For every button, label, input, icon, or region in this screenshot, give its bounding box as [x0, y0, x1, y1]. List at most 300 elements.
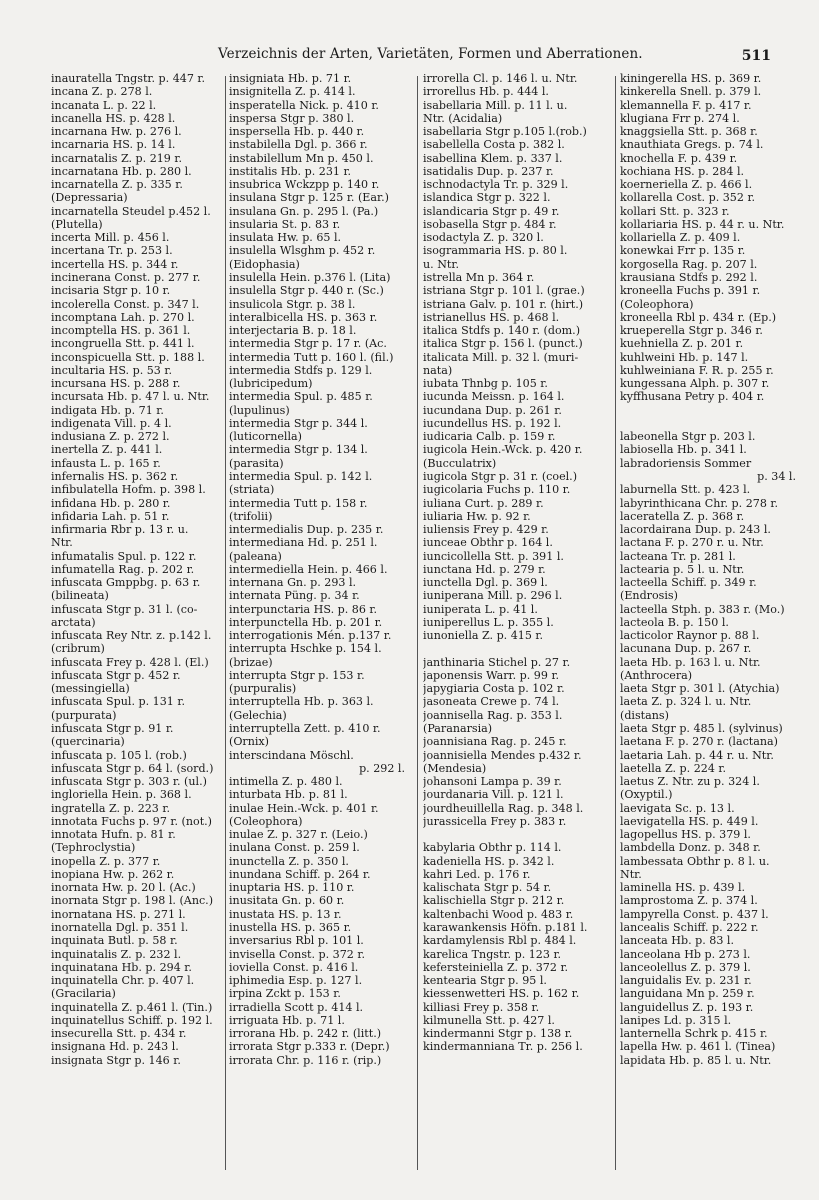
index-entry: invisella Const. p. 372 r.	[229, 947, 365, 961]
index-entry: incertana Tr. p. 253 l.	[51, 244, 173, 258]
index-entry: incarnatalis Z. p. 219 r.	[51, 151, 183, 165]
index-entry: isabellaria Mill. p. 11 l. u.	[423, 98, 568, 112]
index-entry: (bilineata)	[51, 589, 109, 603]
index-entry: inulana Const. p. 259 l.	[229, 841, 360, 855]
index-entry: (purpuralis)	[229, 682, 297, 696]
index-entry: (Anthrocera)	[620, 668, 693, 682]
index-columns	[0, 72, 819, 1192]
index-entry: inspersella Hb. p. 440 r.	[229, 125, 365, 139]
index-entry: iugicola Stgr p. 31 r. (coel.)	[423, 469, 578, 483]
index-entry: intermedia Tutt p. 158 r.	[229, 496, 368, 510]
index-entry: incertella HS. p. 344 r.	[51, 257, 179, 271]
index-entry: iugicolaria Fuchs p. 110 r.	[423, 483, 571, 497]
index-entry: interpunctaria HS. p. 86 r.	[229, 602, 378, 616]
index-entry: intermedialis Dup. p. 235 r.	[229, 523, 384, 537]
index-entry: inustata HS. p. 13 r.	[229, 907, 342, 921]
index-entry: inquinatella Z. p.461 l. (Tin.)	[51, 1000, 213, 1014]
index-entry: iucundana Dup. p. 261 r.	[423, 403, 562, 417]
section-gap	[423, 828, 611, 841]
index-entry: kollariaria HS. p. 44 r. u. Ntr.	[620, 217, 785, 231]
index-entry: inquinatella Chr. p. 407 l.	[51, 974, 195, 988]
index-entry: infuscata p. 105 l. (rob.)	[51, 748, 187, 762]
index-entry: intermedia Stgr p. 134 l.	[229, 443, 368, 457]
index-entry: incomptana Lah. p. 270 l.	[51, 310, 195, 324]
index-entry: interruptella Zett. p. 410 r.	[229, 722, 381, 736]
index-entry: interrupta Hschke p. 154 l.	[229, 642, 382, 656]
index-entry: kungessana Alph. p. 307 r.	[620, 377, 770, 391]
index-entry: incultaria HS. p. 53 r.	[51, 363, 173, 377]
index-entry: intermedia Spul. p. 142 l.	[229, 469, 373, 483]
index-entry: infuscata Frey p. 428 l. (El.)	[51, 655, 209, 669]
index-entry: Ntr.	[51, 536, 73, 550]
index-entry: infidana Hb. p. 280 r.	[51, 496, 171, 510]
index-entry: lacunana Dup. p. 267 r.	[620, 642, 752, 656]
index-entry: iunctana Hd. p. 279 r.	[423, 562, 546, 576]
index-entry: kalischata Stgr p. 54 r.	[423, 881, 552, 895]
index-entry: irrorana Hb. p. 242 r. (litt.)	[229, 1027, 382, 1041]
index-entry: istriana Galv. p. 101 r. (hirt.)	[423, 297, 584, 311]
index-entry: isabellella Costa p. 382 l.	[423, 138, 565, 152]
index-entry: languidana Mn p. 259 r.	[620, 987, 755, 1001]
index-entry: infidaria Lah. p. 51 r.	[51, 509, 170, 523]
index-entry: (Mendesia)	[423, 761, 487, 775]
index-entry: inulae Hein.-Wck. p. 401 r.	[229, 801, 379, 815]
index-entry: lanceolellus Z. p. 379 l.	[620, 960, 751, 974]
index-entry: infuscata Spul. p. 131 r.	[51, 695, 185, 709]
index-entry: kefersteiniella Z. p. 372 r.	[423, 960, 569, 974]
index-entry: (Paranarsia)	[423, 722, 493, 736]
index-entry: lagopellus HS. p. 379 l.	[620, 828, 751, 842]
index-entry: (Eidophasia)	[229, 257, 300, 271]
index-entry: insperatella Nick. p. 410 r.	[229, 98, 379, 112]
index-entry: innotata Hufn. p. 81 r.	[51, 828, 176, 842]
index-entry: knauthiata Gregs. p. 74 l.	[620, 138, 764, 152]
index-entry: iugicola Hein.-Wck. p. 420 r.	[423, 443, 583, 457]
index-entry: irrorata Chr. p. 116 r. (rip.)	[229, 1053, 382, 1067]
index-entry: inauratella Tngstr. p. 447 r.	[51, 72, 206, 85]
index-entry: kuehniella Z. p. 201 r.	[620, 337, 744, 351]
index-entry: italica Stdfs p. 140 r. (dom.)	[423, 324, 581, 338]
index-entry: inulae Z. p. 327 r. (Leio.)	[229, 828, 368, 842]
index-entry: insubrica Wckzpp p. 140 r.	[229, 178, 380, 192]
index-entry: jasoneata Crewe p. 74 l.	[423, 695, 560, 709]
index-entry: kuhlweini Hb. p. 147 l.	[620, 350, 749, 364]
index-entry: p. 34 l.	[757, 469, 796, 483]
index-entry: knaggsiella Stt. p. 368 r.	[620, 125, 758, 139]
index-entry: insulata Hw. p. 65 l.	[229, 231, 342, 245]
index-entry: incomptella HS. p. 361 l.	[51, 324, 191, 338]
index-entry: incarnatella Steudel p.452 l.	[51, 204, 211, 218]
running-title: Verzeichnis der Arten, Varietäten, Formen und Aberrationen.	[218, 46, 643, 62]
index-entry: janthinaria Stichel p. 27 r.	[423, 655, 571, 669]
index-entry: japonensis Warr. p. 99 r.	[423, 668, 560, 682]
index-entry: intimella Z. p. 480 l.	[229, 775, 343, 789]
index-entry: lacticolor Raynor p. 88 l.	[620, 629, 760, 643]
index-entry: kindermanniana Tr. p. 256 l.	[423, 1040, 583, 1054]
index-entry: islandicaria Stgr p. 49 r.	[423, 204, 560, 218]
index-entry: inquinatana Hb. p. 294 r.	[51, 960, 192, 974]
index-entry: inversarius Rbl p. 101 l.	[229, 934, 364, 948]
index-entry: infuscata Stgr p. 303 r. (ul.)	[51, 775, 207, 789]
index-entry: labiosella Hb. p. 341 l.	[620, 443, 747, 457]
index-entry: labeonella Stgr p. 203 l.	[620, 430, 756, 444]
index-entry: insignitella Z. p. 414 l.	[229, 85, 356, 99]
index-entry: (trifolii)	[229, 509, 273, 523]
index-entry: iuliana Curt. p. 289 r.	[423, 496, 544, 510]
index-entry: insulicola Stgr. p. 38 l.	[229, 297, 356, 311]
index-entry: infuscata Rey Ntr. z. p.142 l.	[51, 629, 212, 643]
index-entry: infuscata Stgr p. 31 l. (co-	[51, 602, 198, 616]
index-entry: kalischiella Stgr p. 212 r.	[423, 894, 565, 908]
index-entry: lanipes Ld. p. 315 l.	[620, 1013, 732, 1027]
index-entry: japygiaria Costa p. 102 r.	[423, 682, 565, 696]
index-entry: incolerella Const. p. 347 l.	[51, 297, 200, 311]
index-entry: (Tephroclystia)	[51, 841, 136, 855]
index-entry: isogrammaria HS. p. 80 l.	[423, 244, 568, 258]
index-entry: istriana Stgr p. 101 l. (grae.)	[423, 284, 585, 298]
index-entry: incanella HS. p. 428 l.	[51, 111, 176, 125]
index-entry: infumatalis Spul. p. 122 r.	[51, 549, 197, 563]
index-entry: inconspicuella Stt. p. 188 l.	[51, 350, 205, 364]
index-entry: iuncicollella Stt. p. 391 l.	[423, 549, 564, 563]
index-entry: iunoniella Z. p. 415 r.	[423, 629, 544, 643]
index-entry: (Gelechia)	[229, 708, 287, 722]
index-entry: internata Püng. p. 34 r.	[229, 589, 360, 603]
index-entry: iuliaria Hw. p. 92 r.	[423, 509, 531, 523]
index-entry: istrianellus HS. p. 468 l.	[423, 310, 560, 324]
index-entry: laetus Z. Ntr. zu p. 324 l.	[620, 775, 760, 789]
index-entry: istrella Mn p. 364 r.	[423, 270, 535, 284]
page-number: 511	[741, 48, 771, 64]
index-entry: laevigata Sc. p. 13 l.	[620, 801, 735, 815]
index-entry: laminella HS. p. 439 l.	[620, 881, 746, 895]
index-entry: iuniperana Mill. p. 296 l.	[423, 589, 563, 603]
index-entry: karawankensis Höfn. p.181 l.	[423, 921, 588, 934]
index-entry: jourdheuillella Rag. p. 348 l.	[423, 801, 584, 815]
index-entry: insigniata Hb. p. 71 r.	[229, 72, 352, 85]
index-entry: isabellina Klem. p. 337 l.	[423, 151, 563, 165]
index-entry: intermedia Stgr p. 344 l.	[229, 416, 368, 430]
index-entry: insulana Gn. p. 295 l. (Pa.)	[229, 204, 379, 218]
index-entry: (purpurata)	[51, 708, 117, 722]
index-entry: (messingiella)	[51, 682, 130, 696]
index-entry: lacteana Tr. p. 281 l.	[620, 549, 736, 563]
index-entry: indigata Hb. p. 71 r.	[51, 403, 164, 417]
index-entry: languidalis Ev. p. 231 r.	[620, 974, 752, 988]
index-entry: isatidalis Dup. p. 237 r.	[423, 164, 554, 178]
index-entry: intermediana Hd. p. 251 l.	[229, 536, 378, 550]
index-entry: laeta Hb. p. 163 l. u. Ntr.	[620, 655, 761, 669]
index-entry: lampyrella Const. p. 437 l.	[620, 907, 769, 921]
index-entry: kinkerella Snell. p. 379 l.	[620, 85, 762, 99]
index-entry: interalbicella HS. p. 363 r.	[229, 310, 378, 324]
index-entry: kabylaria Obthr p. 114 l.	[423, 841, 562, 855]
index-entry: infuscata Stgr p. 64 l. (sord.)	[51, 761, 214, 775]
index-entry: italicata Mill. p. 32 l. (muri-	[423, 350, 579, 364]
index-entry: (Coleophora)	[229, 814, 303, 828]
index-entry: inuptaria HS. p. 110 r.	[229, 881, 355, 895]
index-entry: insularia St. p. 83 r.	[229, 217, 341, 231]
index-entry: ingloriella Hein. p. 368 l.	[51, 788, 192, 802]
index-entry: kahri Led. p. 176 r.	[423, 867, 531, 881]
index-entry: iunceae Obthr p. 164 l.	[423, 536, 553, 550]
index-entry: jurassicella Frey p. 383 r.	[423, 814, 567, 828]
index-entry: laetana F. p. 270 r. (lactana)	[620, 735, 778, 749]
index-entry: karelica Tngstr. p. 123 r.	[423, 947, 562, 961]
index-entry: johansoni Lampa p. 39 r.	[423, 775, 562, 789]
index-entry: institalis Hb. p. 231 r.	[229, 164, 352, 178]
index-entry: insignata Stgr p. 146 r.	[51, 1053, 181, 1067]
index-entry: inornata Hw. p. 20 l. (Ac.)	[51, 881, 196, 895]
index-entry: (lubricipedum)	[229, 377, 313, 391]
index-entry: iuniperata L. p. 41 l.	[423, 602, 538, 616]
index-entry: insignana Hd. p. 243 l.	[51, 1040, 179, 1054]
index-column-3	[423, 72, 611, 1054]
index-entry: jourdanaria Vill. p. 121 l.	[423, 788, 564, 802]
index-entry: klemannella F. p. 417 r.	[620, 98, 752, 112]
index-entry: ioviella Const. p. 416 l.	[229, 960, 359, 974]
index-entry: innotata Fuchs p. 97 r. (not.)	[51, 814, 213, 828]
index-entry: irradiella Scott p. 414 l.	[229, 1000, 364, 1014]
index-entry: interscindana Möschl.	[229, 748, 354, 762]
index-entry: inturbata Hb. p. 81 l.	[229, 788, 348, 802]
index-entry: krueperella Stgr p. 346 r.	[620, 324, 763, 338]
index-entry: laetaria Lah. p. 44 r. u. Ntr.	[620, 748, 774, 762]
index-entry: lamprostoma Z. p. 374 l.	[620, 894, 758, 908]
index-entry: kardamylensis Rbl p. 484 l.	[423, 934, 577, 948]
index-entry: lanceolana Hb p. 273 l.	[620, 947, 751, 961]
index-entry: kyffhusana Petry p. 404 r.	[620, 390, 765, 404]
index-entry: incinerana Const. p. 277 r.	[51, 270, 201, 284]
index-column-4	[620, 72, 800, 1067]
index-entry: klugiana Frr p. 274 l.	[620, 111, 740, 125]
index-entry: (Oxyptil.)	[620, 788, 673, 802]
index-entry: laeta Z. p. 324 l. u. Ntr.	[620, 695, 752, 709]
index-entry: kuhlweiniana F. R. p. 255 r.	[620, 363, 774, 377]
index-entry: intermedia Spul. p. 485 r.	[229, 390, 373, 404]
index-entry: kiessenwetteri HS. p. 162 r.	[423, 987, 580, 1001]
index-entry: iuliensis Frey p. 429 r.	[423, 523, 549, 537]
index-entry: incerta Mill. p. 456 l.	[51, 231, 170, 245]
index-entry: lambdella Donz. p. 348 r.	[620, 841, 761, 855]
index-entry: krausiana Stdfs p. 292 l.	[620, 270, 758, 284]
index-entry: (distans)	[620, 708, 669, 722]
index-entry: inertella Z. p. 441 l.	[51, 443, 163, 457]
index-entry: isodactyla Z. p. 320 l.	[423, 231, 544, 245]
index-entry: inornatana HS. p. 271 l.	[51, 907, 186, 921]
index-entry: kentearia Stgr p. 95 l.	[423, 974, 547, 988]
index-entry: irpina Zckt p. 153 r.	[229, 987, 341, 1001]
index-entry: inopella Z. p. 377 r.	[51, 854, 161, 868]
index-entry: interjectaria B. p. 18 l.	[229, 324, 357, 338]
index-entry: inornatella Dgl. p. 351 l.	[51, 921, 189, 934]
index-entry: nata)	[423, 363, 453, 377]
index-entry: joannisiella Mendes p.432 r.	[423, 748, 582, 762]
index-entry: lapella Hw. p. 461 l. (Tinea)	[620, 1040, 776, 1054]
index-entry: internana Gn. p. 293 l.	[229, 576, 357, 590]
index-entry: incanata L. p. 22 l.	[51, 98, 157, 112]
index-entry: incarnana Hw. p. 276 l.	[51, 125, 182, 139]
index-entry: ischnodactyla Tr. p. 329 l.	[423, 178, 569, 192]
index-entry: labyrinthicana Chr. p. 278 r.	[620, 496, 779, 510]
index-entry: kilmunella Stt. p. 427 l.	[423, 1013, 555, 1027]
index-entry: (Gracilaria)	[51, 987, 116, 1001]
index-entry: incarnaria HS. p. 14 l.	[51, 138, 176, 152]
index-entry: koerneriella Z. p. 466 l.	[620, 178, 753, 192]
index-entry: killiasi Frey p. 358 r.	[423, 1000, 540, 1014]
index-entry: (Plutella)	[51, 217, 103, 231]
index-entry: isobasella Stgr p. 484 r.	[423, 217, 557, 231]
section-gap	[620, 417, 800, 430]
index-entry: lacteola B. p. 150 l.	[620, 615, 729, 629]
section-gap	[423, 642, 611, 655]
index-entry: irriguata Hb. p. 71 l.	[229, 1013, 345, 1027]
index-entry: (Bucculatrix)	[423, 456, 497, 470]
index-entry: kroneella Rbl p. 434 r. (Ep.)	[620, 310, 777, 324]
index-entry: insulella Wlsghm p. 452 r.	[229, 244, 376, 258]
index-entry: kaltenbachi Wood p. 483 r.	[423, 907, 574, 921]
index-entry: (lupulinus)	[229, 403, 290, 417]
index-entry: laetella Z. p. 224 r.	[620, 761, 727, 775]
index-column-1	[51, 72, 223, 1067]
index-entry: incarnatana Hb. p. 280 l.	[51, 164, 192, 178]
index-entry: kroneella Fuchs p. 391 r.	[620, 284, 761, 298]
index-entry: joannisella Rag. p. 353 l.	[423, 708, 563, 722]
index-entry: labradoriensis Sommer	[620, 456, 752, 470]
index-entry: intermedia Tutt p. 160 l. (fil.)	[229, 350, 394, 364]
index-entry: inspersa Stgr p. 380 l.	[229, 111, 355, 125]
index-entry: (brizae)	[229, 655, 273, 669]
index-entry: (Endrosis)	[620, 589, 678, 603]
index-entry: u. Ntr.	[423, 257, 459, 271]
index-entry: infirmaria Rbr p. 13 r. u.	[51, 523, 189, 537]
index-entry: italica Stgr p. 156 l. (punct.)	[423, 337, 583, 351]
index-entry: irrorellus Hb. p. 444 l.	[423, 85, 549, 99]
index-entry: irrorata Stgr p.333 r. (Depr.)	[229, 1040, 390, 1054]
index-entry: inopiana Hw. p. 262 r.	[51, 867, 175, 881]
index-entry: incisaria Stgr p. 10 r.	[51, 284, 171, 298]
index-entry: interrupta Stgr p. 153 r.	[229, 668, 365, 682]
index-entry: inquinatellus Schiff. p. 192 l.	[51, 1013, 213, 1027]
index-entry: lambessata Obthr p. 8 l. u.	[620, 854, 770, 868]
index-entry: interpunctella Hb. p. 201 r.	[229, 615, 383, 629]
index-entry: incursata Hb. p. 47 l. u. Ntr.	[51, 390, 210, 404]
index-entry: lapidata Hb. p. 85 l. u. Ntr.	[620, 1053, 772, 1067]
index-entry: infuscata Stgr p. 91 r.	[51, 722, 174, 736]
index-entry: kollarella Cost. p. 352 r.	[620, 191, 756, 205]
index-entry: instabilellum Mn p. 450 l.	[229, 151, 374, 165]
index-entry: infuscata Gmppbg. p. 63 r.	[51, 576, 201, 590]
index-entry: (Coleophora)	[620, 297, 694, 311]
index-entry: intermedia Stdfs p. 129 l.	[229, 363, 373, 377]
index-entry: (Ornix)	[229, 735, 270, 749]
index-entry: infuscata Stgr p. 452 r.	[51, 668, 181, 682]
index-entry: infibulatella Hofm. p. 398 l.	[51, 483, 206, 497]
index-entry: (cribrum)	[51, 642, 105, 656]
index-entry: inornata Stgr p. 198 l. (Anc.)	[51, 894, 214, 908]
index-entry: indigenata Vill. p. 4 l.	[51, 416, 172, 430]
index-entry: iunctella Dgl. p. 369 l.	[423, 576, 548, 590]
index-entry: (Depressaria)	[51, 191, 128, 205]
index-entry: laceratella Z. p. 368 r.	[620, 509, 745, 523]
index-entry: insulana Stgr p. 125 r. (Ear.)	[229, 191, 389, 205]
index-entry: lanternella Schrk p. 415 r.	[620, 1027, 768, 1041]
index-entry: lactana F. p. 270 r. u. Ntr.	[620, 536, 764, 550]
index-entry: infernalis HS. p. 362 r.	[51, 469, 179, 483]
index-entry: (paleana)	[229, 549, 282, 563]
index-entry: kollari Stt. p. 323 r.	[620, 204, 730, 218]
index-entry: joannisiana Rag. p. 245 r.	[423, 735, 567, 749]
index-entry: kollariella Z. p. 409 l.	[620, 231, 741, 245]
index-entry: inquinata Butl. p. 58 r.	[51, 934, 178, 948]
index-entry: laeta Stgr p. 301 l. (Atychia)	[620, 682, 780, 696]
index-entry: inquinatalis Z. p. 232 l.	[51, 947, 182, 961]
index-entry: instabilella Dgl. p. 366 r.	[229, 138, 368, 152]
index-entry: intermediella Hein. p. 466 l.	[229, 562, 388, 576]
index-entry: laeta Stgr p. 485 l. (sylvinus)	[620, 722, 783, 736]
index-entry: korgosella Rag. p. 207 l.	[620, 257, 758, 271]
index-entry: intermedia Stgr p. 17 r. (Ac.	[229, 337, 387, 351]
index-entry: insulella Hein. p.376 l. (Lita)	[229, 270, 391, 284]
index-entry: (luticornella)	[229, 430, 302, 444]
index-entry: (striata)	[229, 483, 275, 497]
index-entry: iucundellus HS. p. 192 l.	[423, 416, 562, 430]
index-entry: Ntr.	[620, 867, 642, 881]
index-entry: incursana HS. p. 288 r.	[51, 377, 181, 391]
index-entry: incana Z. p. 278 l.	[51, 85, 153, 99]
index-entry: lacteella Stph. p. 383 r. (Mo.)	[620, 602, 785, 616]
section-gap	[620, 404, 800, 417]
page-header	[0, 46, 819, 68]
index-column-2	[229, 72, 409, 1067]
index-entry: p. 292 l.	[359, 761, 405, 775]
index-entry: incarnatella Z. p. 335 r.	[51, 178, 183, 192]
index-entry: lanceata Hb. p. 83 l.	[620, 934, 734, 948]
index-entry: inundana Schiff. p. 264 r.	[229, 867, 371, 881]
index-entry: laevigatella HS. p. 449 l.	[620, 814, 759, 828]
index-entry: kiningerella HS. p. 369 r.	[620, 72, 762, 85]
index-entry: (quercinaria)	[51, 735, 125, 749]
index-entry: indusiana Z. p. 272 l.	[51, 430, 170, 444]
index-entry: infausta L. p. 165 r.	[51, 456, 161, 470]
index-entry: kindermanni Stgr p. 138 r.	[423, 1027, 573, 1041]
index-entry: inunctella Z. p. 350 l.	[229, 854, 349, 868]
index-entry: iucunda Meissn. p. 164 l.	[423, 390, 565, 404]
index-entry: iudicaria Calb. p. 159 r.	[423, 430, 556, 444]
index-entry: insulella Stgr p. 440 r. (Sc.)	[229, 284, 384, 298]
index-entry: iubata Thnbg p. 105 r.	[423, 377, 548, 391]
index-entry: interrogationis Mén. p.137 r.	[229, 629, 392, 643]
index-entry: konewkai Frr p. 135 r.	[620, 244, 746, 258]
index-entry: knochella F. p. 439 r.	[620, 151, 738, 165]
index-entry: insecurella Stt. p. 434 r.	[51, 1027, 187, 1041]
index-entry: irrorella Cl. p. 146 l. u. Ntr.	[423, 72, 578, 85]
index-entry: iphimedia Esp. p. 127 l.	[229, 974, 363, 988]
index-entry: lacteella Schiff. p. 349 r.	[620, 576, 757, 590]
index-entry: inustella HS. p. 365 r.	[229, 921, 352, 934]
index-entry: inusitata Gn. p. 60 r.	[229, 894, 345, 908]
index-entry: arctata)	[51, 615, 96, 629]
index-entry: interruptella Hb. p. 363 l.	[229, 695, 374, 709]
index-entry: kochiana HS. p. 284 l.	[620, 164, 745, 178]
index-entry: incongruella Stt. p. 441 l.	[51, 337, 195, 351]
index-entry: lacordairana Dup. p. 243 l.	[620, 523, 771, 537]
index-entry: islandica Stgr p. 322 l.	[423, 191, 551, 205]
index-entry: lactearia p. 5 l. u. Ntr.	[620, 562, 745, 576]
index-entry: laburnella Stt. p. 423 l.	[620, 483, 751, 497]
index-entry: kadeniella HS. p. 342 l.	[423, 854, 555, 868]
index-entry: iuniperellus L. p. 355 l.	[423, 615, 554, 629]
